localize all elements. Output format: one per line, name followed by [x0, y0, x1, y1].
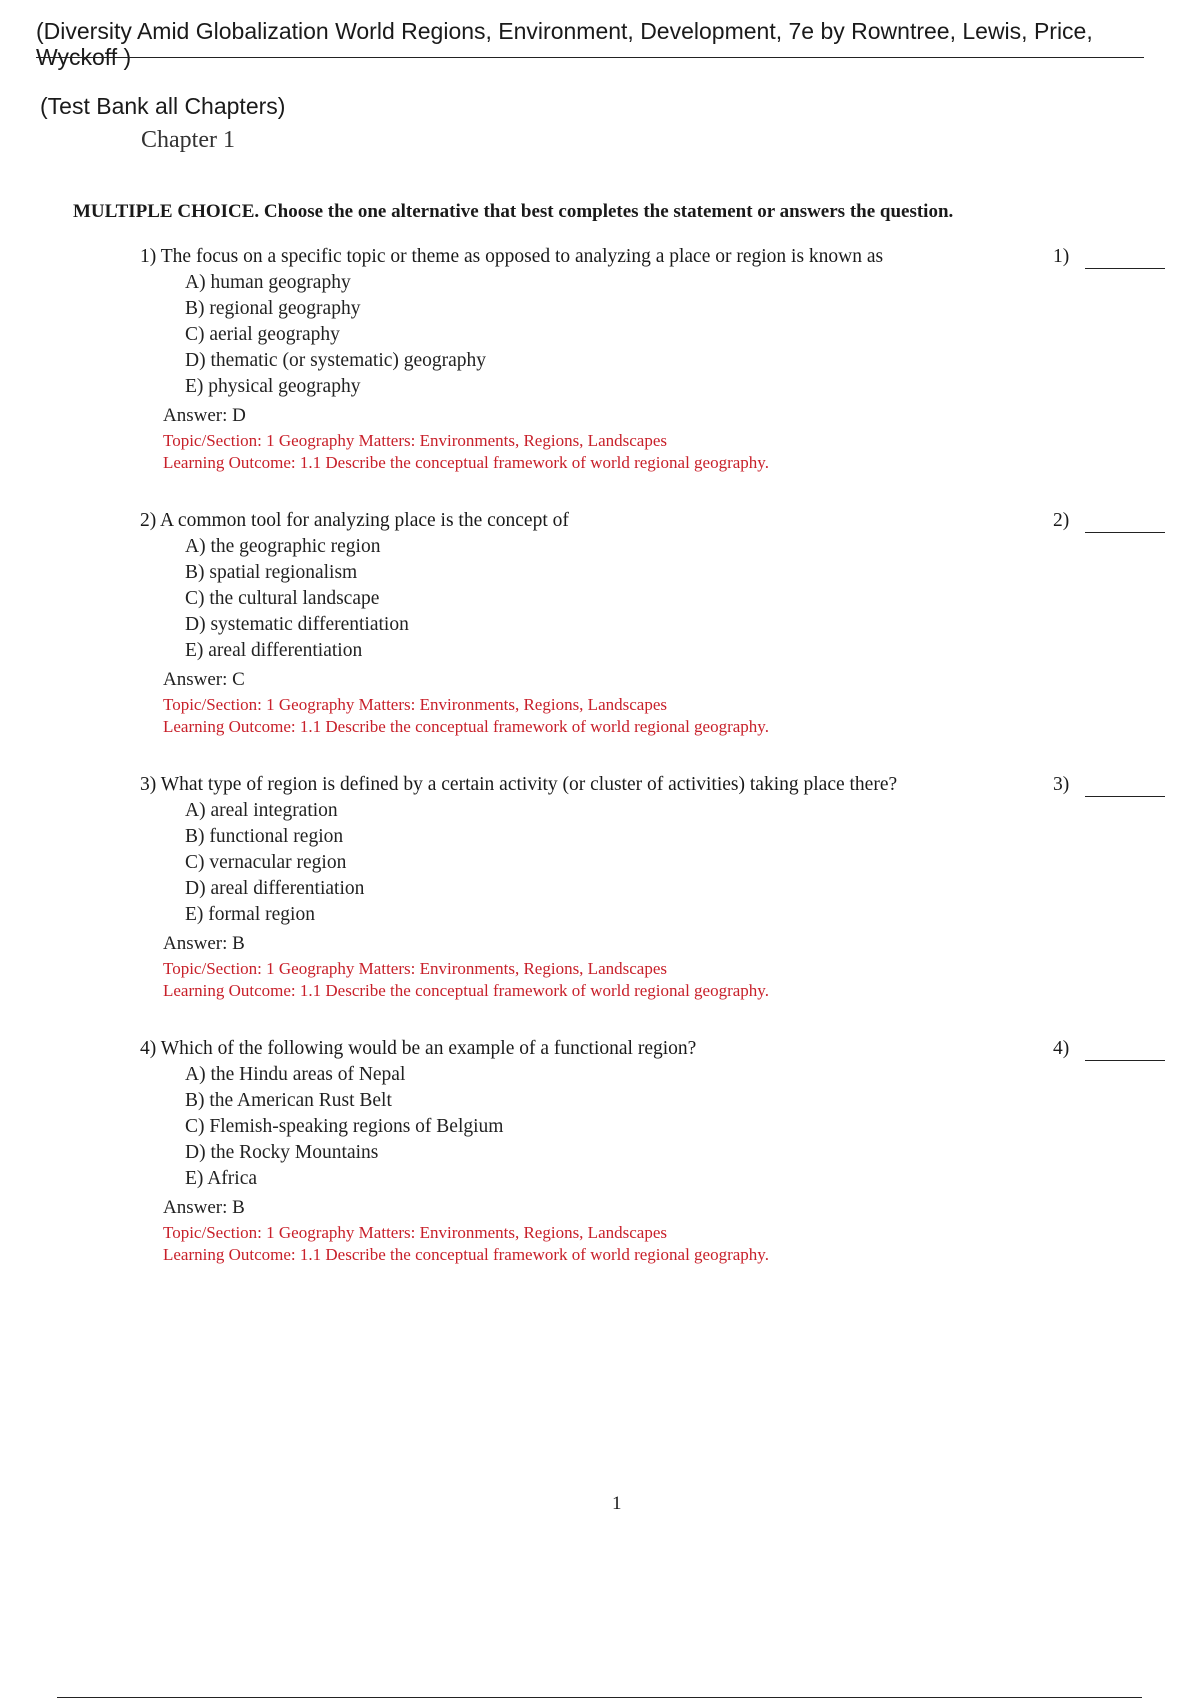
topic-section: Topic/Section: 1 Geography Matters: Environments, Regions, Landscapes: [163, 431, 667, 450]
learning-outcome: Learning Outcome: 1.1 Describe the conceptual framework of world regional geography.: [163, 981, 769, 1000]
option-d: D) thematic (or systematic) geography: [185, 350, 487, 371]
topic-section: Topic/Section: 1 Geography Matters: Environments, Regions, Landscapes: [163, 695, 667, 714]
option-e: E) formal region: [185, 904, 315, 925]
answer-blank[interactable]: [1085, 268, 1165, 269]
answer-key: Answer: D: [163, 405, 246, 426]
option-d: D) systematic differentiation: [185, 614, 409, 635]
option-c: C) Flemish-speaking regions of Belgium: [185, 1116, 504, 1137]
options-list: [185, 534, 409, 664]
option-d: D) the Rocky Mountains: [185, 1142, 379, 1163]
answer-key: Answer: B: [163, 933, 245, 954]
option-e: E) Africa: [185, 1168, 258, 1189]
option-e: E) physical geography: [185, 376, 361, 397]
chapter-heading: Chapter 1: [141, 127, 235, 153]
options-list: [185, 270, 486, 400]
topic-section: Topic/Section: 1 Geography Matters: Environments, Regions, Landscapes: [163, 959, 667, 978]
document-title: (Diversity Amid Globalization World Regions, Environment, Development, 7e by Rowntree, Lewis, Price, Wyckoff ): [36, 18, 1093, 70]
section-instructions: MULTIPLE CHOICE. Choose the one alternative that best completes the statement or answers the question.: [73, 201, 954, 222]
page-number: 1: [612, 1493, 622, 1514]
answer-blank[interactable]: [1085, 796, 1165, 797]
option-b: B) regional geography: [185, 298, 361, 319]
question-text: 4) Which of the following would be an example of a functional region?: [140, 1038, 697, 1059]
option-b: B) spatial regionalism: [185, 562, 358, 583]
topic-section: Topic/Section: 1 Geography Matters: Environments, Regions, Landscapes: [163, 1223, 667, 1242]
question-1: [0, 244, 1200, 508]
option-a: A) the Hindu areas of Nepal: [185, 1064, 406, 1085]
option-c: C) aerial geography: [185, 324, 340, 345]
question-3: [0, 772, 1200, 1036]
option-e: E) areal differentiation: [185, 640, 363, 661]
option-d: D) areal differentiation: [185, 878, 365, 899]
header-rule: [36, 57, 1144, 58]
question-4: [0, 1036, 1200, 1300]
question-2: [0, 508, 1200, 772]
option-b: B) functional region: [185, 826, 344, 847]
option-a: A) areal integration: [185, 800, 338, 821]
question-number: 3): [1053, 774, 1070, 795]
options-list: [185, 1062, 503, 1192]
option-b: B) the American Rust Belt: [185, 1090, 392, 1111]
question-text: 2) A common tool for analyzing place is the concept of: [140, 510, 569, 531]
learning-outcome: Learning Outcome: 1.1 Describe the conceptual framework of world regional geography.: [163, 717, 769, 736]
learning-outcome: Learning Outcome: 1.1 Describe the conceptual framework of world regional geography.: [163, 453, 769, 472]
answer-blank[interactable]: [1085, 532, 1165, 533]
option-a: A) the geographic region: [185, 536, 381, 557]
footer-rule: [57, 1697, 1142, 1698]
option-a: A) human geography: [185, 272, 351, 293]
question-number: 1): [1053, 246, 1070, 267]
document-subtitle: (Test Bank all Chapters): [40, 93, 286, 119]
learning-outcome: Learning Outcome: 1.1 Describe the conceptual framework of world regional geography.: [163, 1245, 769, 1264]
question-number: 2): [1053, 510, 1070, 531]
answer-key: Answer: B: [163, 1197, 245, 1218]
option-c: C) vernacular region: [185, 852, 347, 873]
question-text: 3) What type of region is defined by a certain activity (or cluster of activities) taking place there?: [140, 774, 898, 795]
answer-blank[interactable]: [1085, 1060, 1165, 1061]
question-number: 4): [1053, 1038, 1070, 1059]
question-list: [0, 244, 1200, 1300]
answer-key: Answer: C: [163, 669, 245, 690]
question-text: 1) The focus on a specific topic or theme as opposed to analyzing a place or region is known as: [140, 246, 884, 267]
option-c: C) the cultural landscape: [185, 588, 380, 609]
options-list: [185, 798, 364, 928]
